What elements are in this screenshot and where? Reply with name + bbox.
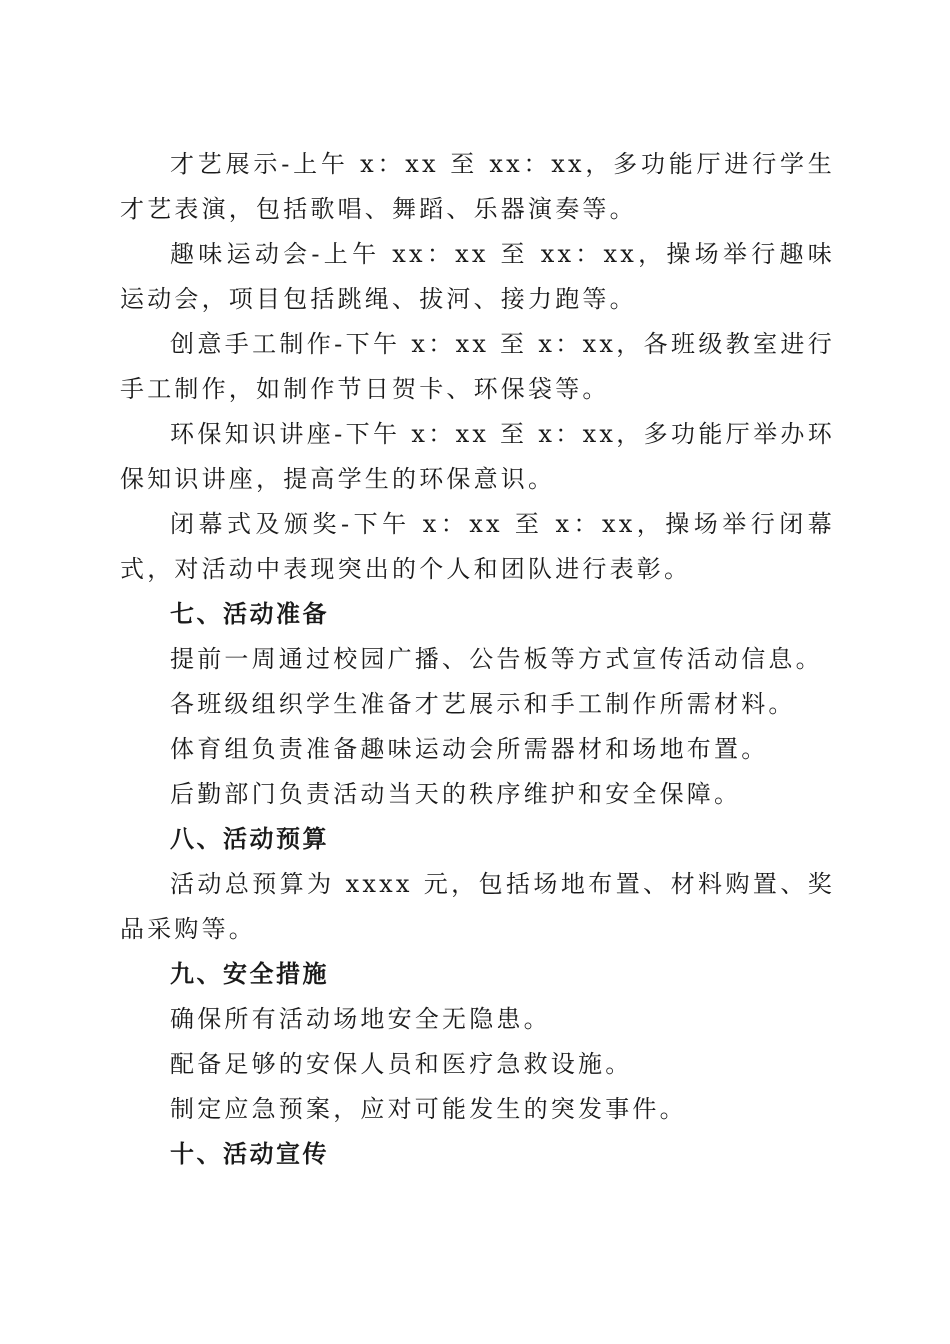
paragraph-preparation-3: 体育组负责准备趣味运动会所需器材和场地布置。 (170, 735, 769, 763)
paragraph-eco-lecture: 环保知识讲座-下午 x：xx 至 x：xx，多功能厅举办环保知识讲座，提高学生的环保意识。 (120, 420, 835, 493)
paragraph-safety-3: 制定应急预案，应对可能发生的突发事件。 (170, 1095, 687, 1123)
paragraph-closing-ceremony: 闭幕式及颁奖-下午 x：xx 至 x：xx，操场举行闭幕式，对活动中表现突出的个人和团队进行表彰。 (120, 510, 835, 583)
paragraph-preparation-1: 提前一周通过校园广播、公告板等方式宣传活动信息。 (170, 645, 823, 673)
paragraph-budget: 活动总预算为 xxxx 元，包括场地布置、材料购置、奖品采购等。 (120, 870, 835, 943)
paragraph-safety-2: 配备足够的安保人员和医疗急救设施。 (170, 1050, 633, 1078)
section-heading-safety: 九、安全措施 (170, 960, 329, 988)
section-heading-preparation: 七、活动准备 (170, 600, 329, 628)
paragraph-preparation-2: 各班级组织学生准备才艺展示和手工制作所需材料。 (170, 690, 796, 718)
paragraph-handcraft: 创意手工制作-下午 x：xx 至 x：xx，各班级教室进行手工制作，如制作节日贺卡、环保袋等。 (120, 330, 835, 403)
document-page (120, 142, 835, 1177)
paragraph-safety-1: 确保所有活动场地安全无隐患。 (170, 1005, 551, 1033)
paragraph-preparation-4: 后勤部门负责活动当天的秩序维护和安全保障。 (170, 780, 742, 808)
paragraph-fun-sports: 趣味运动会-上午 xx：xx 至 xx：xx，操场举行趣味运动会，项目包括跳绳、拔河、接力跑等。 (120, 240, 835, 313)
paragraph-talent-show: 才艺展示-上午 x：xx 至 xx：xx，多功能厅进行学生才艺表演，包括歌唱、舞蹈、乐器演奏等。 (120, 150, 835, 223)
section-heading-publicity: 十、活动宣传 (170, 1140, 329, 1168)
section-heading-budget: 八、活动预算 (170, 825, 329, 853)
